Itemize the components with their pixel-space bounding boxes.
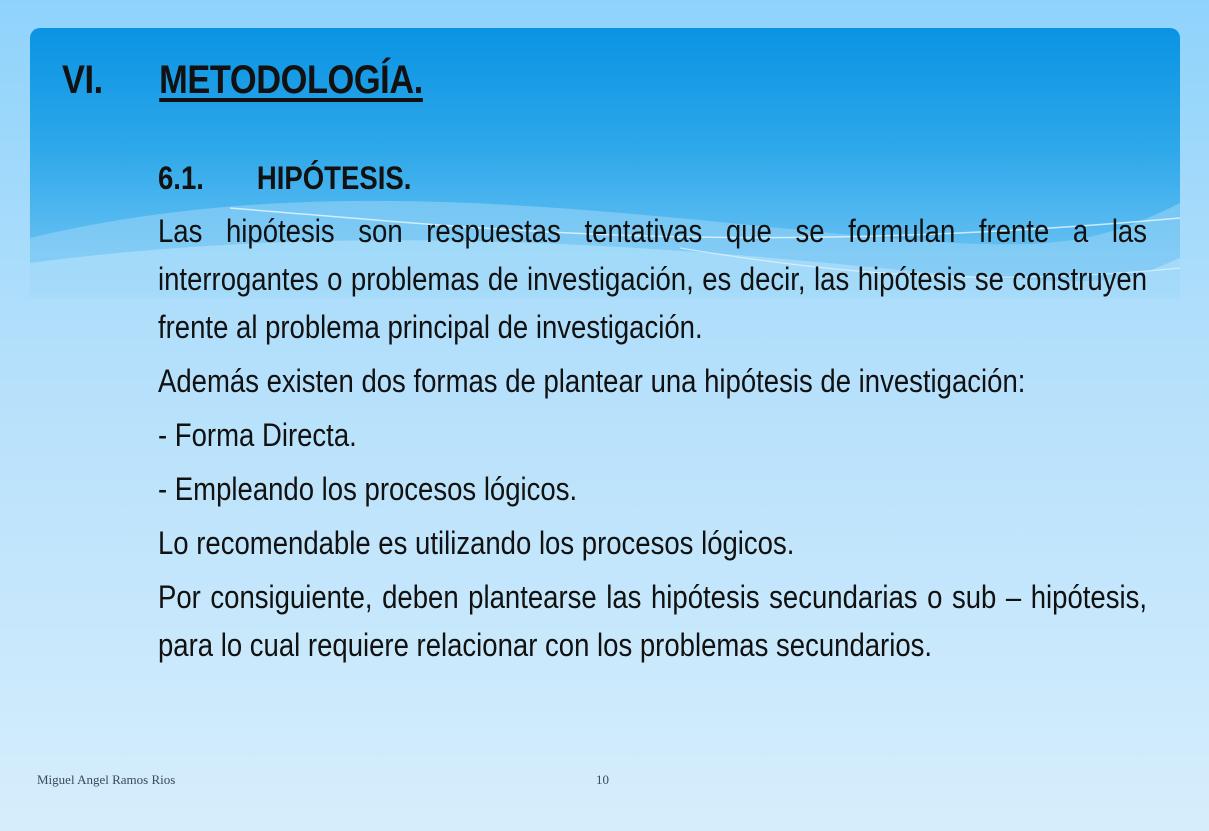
page-number: 10 bbox=[596, 772, 609, 787]
list-item-direct-form: - Forma Directa. bbox=[158, 417, 357, 453]
subsection-number: 6.1. bbox=[158, 160, 204, 196]
paragraph-forms-intro: Además existen dos formas de plantear una hipótesis de investigación: bbox=[158, 363, 1026, 399]
footer-author: Miguel Angel Ramos Rios bbox=[37, 772, 176, 787]
section-number: VI. bbox=[62, 58, 103, 102]
subsection-title: HIPÓTESIS. bbox=[256, 160, 412, 196]
slide-body bbox=[158, 207, 1147, 669]
paragraph-conclusion: Por consiguiente, deben plantearse las hipótesis secundarias o sub – hipótesis, para lo cual requiere relacionar con los problemas secundarios. bbox=[158, 579, 1147, 663]
list-item-logical-processes: - Empleando los procesos lógicos. bbox=[158, 471, 578, 507]
section-title: METODOLOGÍA. bbox=[159, 58, 423, 102]
paragraph-definition: Las hipótesis son respuestas tentativas que se formulan frente a las interrogantes o problemas de investigación, es decir, las hipótesis se construyen frente al problema principal de investigación. bbox=[158, 213, 1147, 345]
paragraph-recommendation: Lo recomendable es utilizando los procesos lógicos. bbox=[158, 525, 795, 561]
